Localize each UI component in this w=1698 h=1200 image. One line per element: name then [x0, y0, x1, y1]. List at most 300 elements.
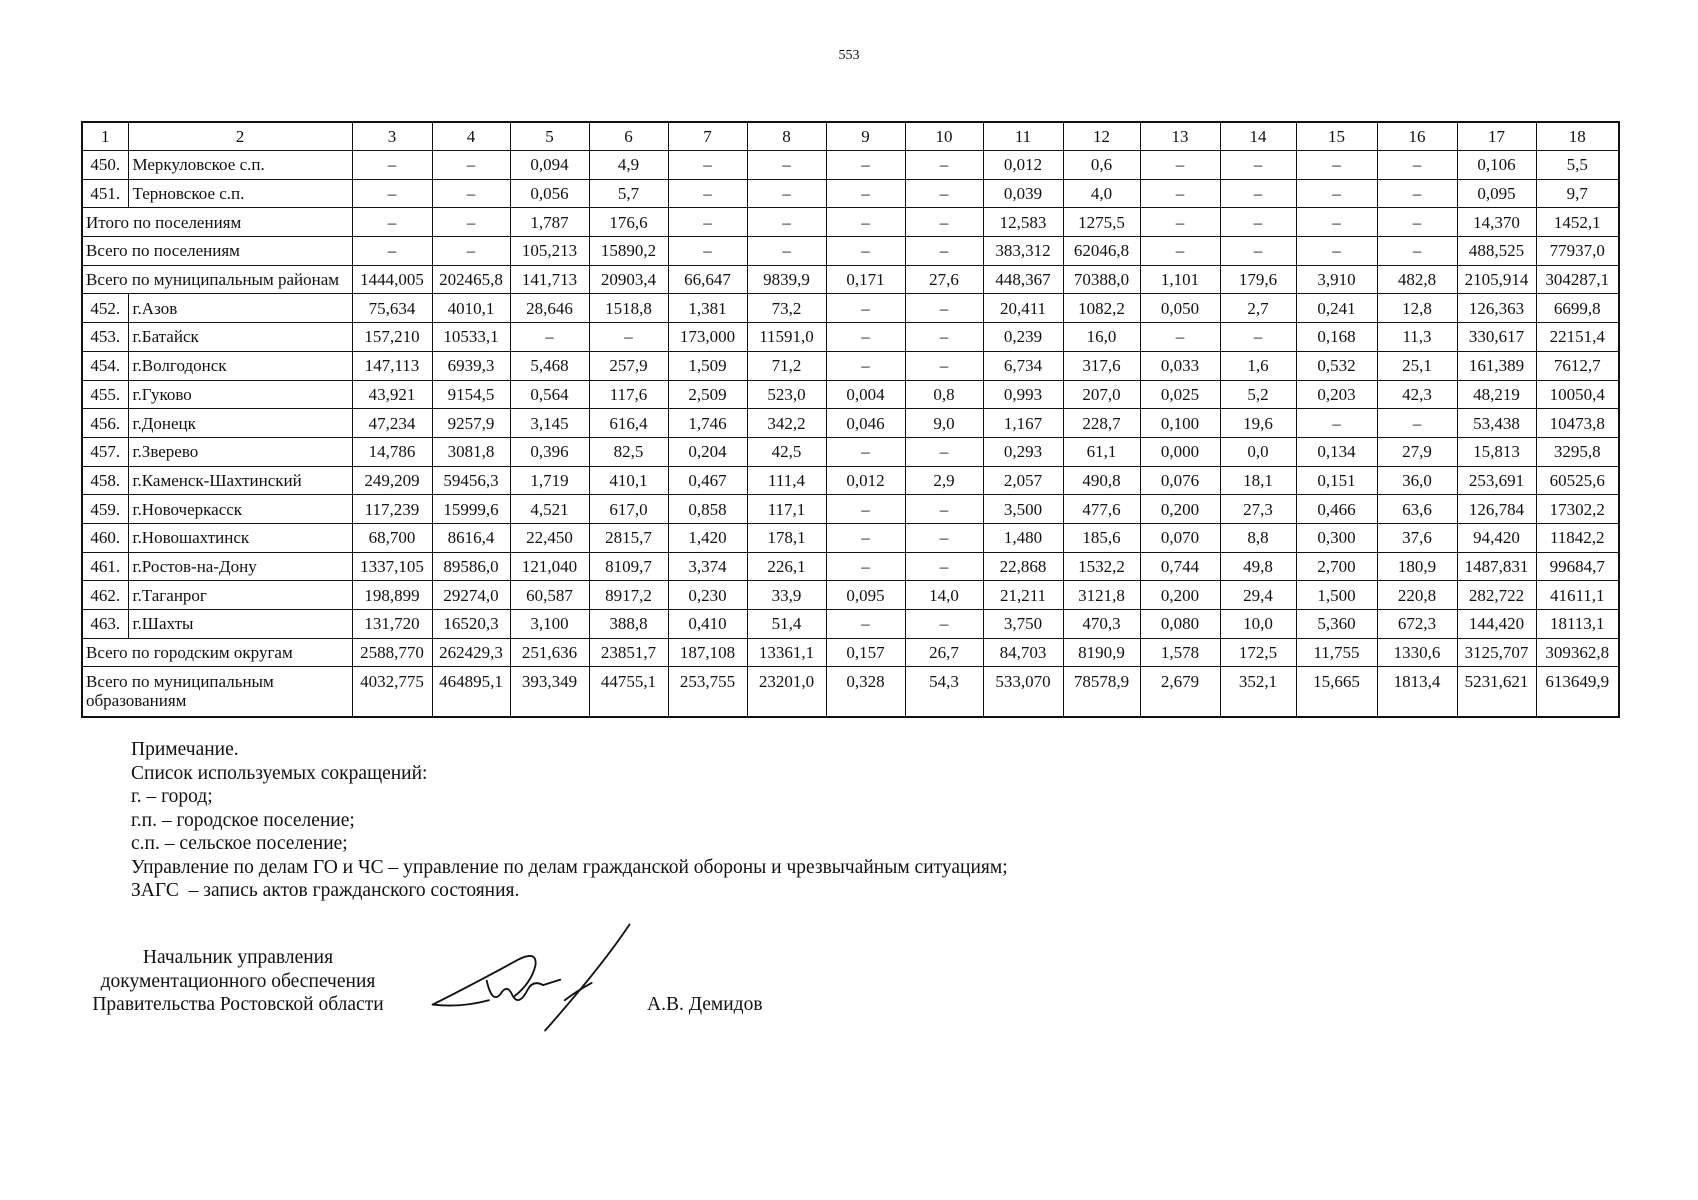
- table-cell: –: [905, 294, 983, 323]
- table-cell: 0,203: [1296, 380, 1377, 409]
- table-cell: 2,679: [1140, 667, 1220, 717]
- table-cell: 330,617: [1457, 323, 1536, 352]
- table-cell: 4,9: [589, 151, 668, 180]
- total-row-label: [82, 667, 352, 717]
- column-header: 13: [1140, 122, 1220, 151]
- table-cell: 59456,3: [432, 466, 510, 495]
- table-cell: 176,6: [589, 208, 668, 237]
- table-row: [82, 610, 1619, 639]
- table-cell: 0,293: [983, 437, 1063, 466]
- table-cell: 63,6: [1377, 495, 1457, 524]
- row-name: г.Шахты: [128, 610, 352, 639]
- table-cell: 0,012: [983, 151, 1063, 180]
- table-cell: –: [826, 437, 905, 466]
- table-cell: 1,381: [668, 294, 747, 323]
- table-cell: –: [905, 151, 983, 180]
- table-cell: 51,4: [747, 610, 826, 639]
- table-cell: 84,703: [983, 638, 1063, 667]
- table-cell: 0,564: [510, 380, 589, 409]
- table-cell: 0,6: [1063, 151, 1140, 180]
- table-cell: –: [905, 237, 983, 266]
- table-cell: 15,665: [1296, 667, 1377, 717]
- table-cell: 3,750: [983, 610, 1063, 639]
- table-row: [82, 667, 1619, 717]
- table-cell: 1330,6: [1377, 638, 1457, 667]
- table-cell: 388,8: [589, 610, 668, 639]
- table-cell: 0,744: [1140, 552, 1220, 581]
- signature-stroke: [487, 980, 561, 1000]
- table-cell: 3,374: [668, 552, 747, 581]
- table-cell: 20903,4: [589, 265, 668, 294]
- table-cell: 89586,0: [432, 552, 510, 581]
- table-cell: –: [1140, 323, 1220, 352]
- table-cell: 0,157: [826, 638, 905, 667]
- table-cell: 5231,621: [1457, 667, 1536, 717]
- table-cell: 15999,6: [432, 495, 510, 524]
- table-cell: 10533,1: [432, 323, 510, 352]
- table-cell: 1,101: [1140, 265, 1220, 294]
- table-cell: 1518,8: [589, 294, 668, 323]
- table-cell: 71,2: [747, 351, 826, 380]
- table-cell: 62046,8: [1063, 237, 1140, 266]
- abbreviation-line: Управление по делам ГО и ЧС – управление по делам гражданской обороны и чрезвычайным ситуациям;: [131, 856, 1008, 878]
- table-cell: 5,468: [510, 351, 589, 380]
- table-cell: 117,239: [352, 495, 432, 524]
- table-cell: 66,647: [668, 265, 747, 294]
- abbreviation-line: с.п. – сельское поселение;: [131, 833, 348, 854]
- table-cell: 0,858: [668, 495, 747, 524]
- table-cell: 180,9: [1377, 552, 1457, 581]
- column-header: 7: [668, 122, 747, 151]
- table-cell: 0,004: [826, 380, 905, 409]
- table-cell: 3295,8: [1536, 437, 1619, 466]
- table-cell: –: [668, 179, 747, 208]
- table-cell: 0,076: [1140, 466, 1220, 495]
- table-cell: 77937,0: [1536, 237, 1619, 266]
- signatory-name: А.В. Демидов: [647, 994, 763, 1015]
- table-cell: –: [905, 552, 983, 581]
- column-header: 8: [747, 122, 826, 151]
- table-cell: 0,171: [826, 265, 905, 294]
- table-cell: 9154,5: [432, 380, 510, 409]
- table-cell: –: [747, 208, 826, 237]
- table-cell: –: [1140, 208, 1220, 237]
- table-cell: 3,145: [510, 409, 589, 438]
- table-cell: 14,370: [1457, 208, 1536, 237]
- table-cell: 352,1: [1220, 667, 1296, 717]
- table-cell: 2,057: [983, 466, 1063, 495]
- row-number: 459.: [82, 495, 128, 524]
- row-number: 461.: [82, 552, 128, 581]
- table-cell: 0,396: [510, 437, 589, 466]
- table-cell: 393,349: [510, 667, 589, 717]
- table-cell: 1,746: [668, 409, 747, 438]
- table-row: [82, 581, 1619, 610]
- table-cell: 0,200: [1140, 495, 1220, 524]
- table-cell: 22,868: [983, 552, 1063, 581]
- table-cell: 482,8: [1377, 265, 1457, 294]
- table-cell: –: [905, 323, 983, 352]
- table-cell: 0,300: [1296, 523, 1377, 552]
- table-cell: 41611,1: [1536, 581, 1619, 610]
- table-cell: –: [747, 237, 826, 266]
- row-number: 454.: [82, 351, 128, 380]
- column-header: 9: [826, 122, 905, 151]
- table-cell: 94,420: [1457, 523, 1536, 552]
- table-cell: 304287,1: [1536, 265, 1619, 294]
- table-cell: 5,360: [1296, 610, 1377, 639]
- table-cell: –: [510, 323, 589, 352]
- table-cell: 0,056: [510, 179, 589, 208]
- signature-image: [428, 918, 645, 1037]
- column-header: 14: [1220, 122, 1296, 151]
- table-cell: –: [1377, 151, 1457, 180]
- table-cell: 141,713: [510, 265, 589, 294]
- table-cell: 0,080: [1140, 610, 1220, 639]
- table-cell: –: [826, 323, 905, 352]
- table-cell: 1275,5: [1063, 208, 1140, 237]
- table-cell: 198,899: [352, 581, 432, 610]
- abbreviation-line: г. – город;: [131, 786, 213, 807]
- signatory-position-line: Правительства Ростовской области: [92, 994, 384, 1015]
- table-cell: 0,466: [1296, 495, 1377, 524]
- table-row: [82, 179, 1619, 208]
- table-cell: 7612,7: [1536, 351, 1619, 380]
- table-cell: 111,4: [747, 466, 826, 495]
- table-cell: 0,328: [826, 667, 905, 717]
- table-cell: 1082,2: [1063, 294, 1140, 323]
- table-cell: –: [668, 208, 747, 237]
- table-cell: –: [432, 208, 510, 237]
- table-cell: 26,7: [905, 638, 983, 667]
- table-cell: –: [1140, 179, 1220, 208]
- table-cell: 2105,914: [1457, 265, 1536, 294]
- table-cell: 0,134: [1296, 437, 1377, 466]
- table-cell: –: [1377, 237, 1457, 266]
- table-cell: 1487,831: [1457, 552, 1536, 581]
- table-cell: 21,211: [983, 581, 1063, 610]
- row-name: г.Новошахтинск: [128, 523, 352, 552]
- table-cell: 0,467: [668, 466, 747, 495]
- table-cell: 27,6: [905, 265, 983, 294]
- table-cell: 1,420: [668, 523, 747, 552]
- table-cell: 18113,1: [1536, 610, 1619, 639]
- table-cell: 8917,2: [589, 581, 668, 610]
- row-number: 451.: [82, 179, 128, 208]
- table-cell: –: [1220, 179, 1296, 208]
- table-cell: 22151,4: [1536, 323, 1619, 352]
- total-row-label-text: Всего по поселениям: [86, 241, 240, 261]
- table-cell: 0,070: [1140, 523, 1220, 552]
- table-cell: 18,1: [1220, 466, 1296, 495]
- table-cell: 309362,8: [1536, 638, 1619, 667]
- table-cell: 0,094: [510, 151, 589, 180]
- row-name: г.Ростов-на-Дону: [128, 552, 352, 581]
- table-cell: 11,755: [1296, 638, 1377, 667]
- table-cell: –: [432, 151, 510, 180]
- table-cell: –: [1296, 151, 1377, 180]
- table-cell: 3,500: [983, 495, 1063, 524]
- table-cell: 29,4: [1220, 581, 1296, 610]
- column-header: 16: [1377, 122, 1457, 151]
- total-row-label-text: Всего по муниципальным районам: [86, 270, 340, 290]
- table-cell: –: [1220, 151, 1296, 180]
- table-cell: –: [905, 351, 983, 380]
- row-name: Меркуловское с.п.: [128, 151, 352, 180]
- column-header: 15: [1296, 122, 1377, 151]
- table-cell: 1,167: [983, 409, 1063, 438]
- table-cell: –: [747, 151, 826, 180]
- table-cell: –: [1377, 179, 1457, 208]
- notes-title: Примечание.: [131, 739, 239, 760]
- table-cell: 616,4: [589, 409, 668, 438]
- table-row: [82, 437, 1619, 466]
- table-cell: 43,921: [352, 380, 432, 409]
- table-cell: 2,7: [1220, 294, 1296, 323]
- abbreviation-line: Список используемых сокращений:: [131, 762, 428, 784]
- table-cell: 2,700: [1296, 552, 1377, 581]
- table-cell: 0,204: [668, 437, 747, 466]
- table-cell: 8,8: [1220, 523, 1296, 552]
- table-cell: 117,1: [747, 495, 826, 524]
- table-cell: –: [352, 179, 432, 208]
- table-cell: 220,8: [1377, 581, 1457, 610]
- table-cell: 126,363: [1457, 294, 1536, 323]
- table-header: [82, 122, 1619, 151]
- table-row: [82, 638, 1619, 667]
- signature-stroke: [565, 983, 592, 1000]
- table-cell: –: [905, 610, 983, 639]
- table-cell: –: [826, 495, 905, 524]
- table-cell: –: [1296, 179, 1377, 208]
- table-cell: 20,411: [983, 294, 1063, 323]
- table-cell: 9,0: [905, 409, 983, 438]
- table-cell: 12,8: [1377, 294, 1457, 323]
- table-cell: 10473,8: [1536, 409, 1619, 438]
- table-cell: –: [1377, 208, 1457, 237]
- table-cell: 488,525: [1457, 237, 1536, 266]
- table-cell: 0,993: [983, 380, 1063, 409]
- table-cell: –: [589, 323, 668, 352]
- signature-stroke: [545, 924, 629, 1030]
- row-number: 456.: [82, 409, 128, 438]
- table-cell: 0,025: [1140, 380, 1220, 409]
- table-row: [82, 380, 1619, 409]
- table-cell: 1444,005: [352, 265, 432, 294]
- table-cell: 0,039: [983, 179, 1063, 208]
- table-cell: 5,7: [589, 179, 668, 208]
- table-cell: 10,0: [1220, 610, 1296, 639]
- table-cell: 533,070: [983, 667, 1063, 717]
- table-cell: 70388,0: [1063, 265, 1140, 294]
- total-row-label: [82, 208, 352, 237]
- table-cell: 82,5: [589, 437, 668, 466]
- table-cell: 0,100: [1140, 409, 1220, 438]
- table-cell: 0,012: [826, 466, 905, 495]
- table-cell: 78578,9: [1063, 667, 1140, 717]
- table-cell: 282,722: [1457, 581, 1536, 610]
- table-cell: –: [826, 208, 905, 237]
- signatory-position-line: документационного обеспечения: [100, 970, 376, 992]
- row-name: г.Волгодонск: [128, 351, 352, 380]
- table-cell: 23201,0: [747, 667, 826, 717]
- table-cell: –: [826, 151, 905, 180]
- table-cell: 0,095: [1457, 179, 1536, 208]
- table-cell: 105,213: [510, 237, 589, 266]
- table-cell: –: [905, 208, 983, 237]
- table-cell: 672,3: [1377, 610, 1457, 639]
- row-name: г.Новочеркасск: [128, 495, 352, 524]
- table-cell: 383,312: [983, 237, 1063, 266]
- table-cell: 117,6: [589, 380, 668, 409]
- table-cell: 4010,1: [432, 294, 510, 323]
- table-cell: 0,8: [905, 380, 983, 409]
- table-cell: 157,210: [352, 323, 432, 352]
- table-cell: –: [905, 179, 983, 208]
- table-cell: 0,033: [1140, 351, 1220, 380]
- table-cell: 172,5: [1220, 638, 1296, 667]
- total-row-label: [82, 638, 352, 667]
- table-row: [82, 351, 1619, 380]
- table-row: [82, 151, 1619, 180]
- table-row: [82, 294, 1619, 323]
- table-cell: 144,420: [1457, 610, 1536, 639]
- table-cell: 0,532: [1296, 351, 1377, 380]
- table-cell: 185,6: [1063, 523, 1140, 552]
- table-cell: 27,3: [1220, 495, 1296, 524]
- table-cell: –: [747, 179, 826, 208]
- row-number: 462.: [82, 581, 128, 610]
- table-row: [82, 466, 1619, 495]
- row-number: 452.: [82, 294, 128, 323]
- table-cell: 5,5: [1536, 151, 1619, 180]
- table-body: [82, 151, 1619, 717]
- table-cell: 0,168: [1296, 323, 1377, 352]
- row-name: г.Каменск-Шахтинский: [128, 466, 352, 495]
- table-cell: 42,3: [1377, 380, 1457, 409]
- table-row: [82, 552, 1619, 581]
- table-cell: 1,787: [510, 208, 589, 237]
- table-cell: –: [826, 179, 905, 208]
- table-row: [82, 208, 1619, 237]
- table-cell: 11591,0: [747, 323, 826, 352]
- table-cell: 10050,4: [1536, 380, 1619, 409]
- row-name: г.Гуково: [128, 380, 352, 409]
- table-cell: 3,910: [1296, 265, 1377, 294]
- row-name: г.Батайск: [128, 323, 352, 352]
- column-header: 3: [352, 122, 432, 151]
- table-cell: 3,100: [510, 610, 589, 639]
- table-cell: 47,234: [352, 409, 432, 438]
- table-cell: –: [826, 237, 905, 266]
- table-cell: 342,2: [747, 409, 826, 438]
- table-cell: 60,587: [510, 581, 589, 610]
- row-number: 460.: [82, 523, 128, 552]
- table-cell: 523,0: [747, 380, 826, 409]
- column-header: 17: [1457, 122, 1536, 151]
- table-cell: 178,1: [747, 523, 826, 552]
- table-cell: 73,2: [747, 294, 826, 323]
- table-cell: 4,521: [510, 495, 589, 524]
- table-cell: 257,9: [589, 351, 668, 380]
- row-number: 450.: [82, 151, 128, 180]
- table-cell: 8109,7: [589, 552, 668, 581]
- signature-stroke: [433, 956, 536, 1005]
- table-cell: 226,1: [747, 552, 826, 581]
- table-cell: 0,230: [668, 581, 747, 610]
- table-cell: 2815,7: [589, 523, 668, 552]
- table-cell: –: [1220, 323, 1296, 352]
- table-cell: 33,9: [747, 581, 826, 610]
- page-number: 553: [838, 48, 860, 63]
- row-number: 458.: [82, 466, 128, 495]
- table-cell: 75,634: [352, 294, 432, 323]
- data-table: [81, 121, 1620, 718]
- table-cell: 11842,2: [1536, 523, 1619, 552]
- table-cell: –: [352, 237, 432, 266]
- column-header: 10: [905, 122, 983, 151]
- table-row: [82, 495, 1619, 524]
- table-cell: 161,389: [1457, 351, 1536, 380]
- table-cell: 0,241: [1296, 294, 1377, 323]
- table-cell: 15,813: [1457, 437, 1536, 466]
- table-cell: 8616,4: [432, 523, 510, 552]
- table-cell: 9839,9: [747, 265, 826, 294]
- table-cell: 317,6: [1063, 351, 1140, 380]
- table-cell: 470,3: [1063, 610, 1140, 639]
- table-cell: 9257,9: [432, 409, 510, 438]
- table-row: [82, 323, 1619, 352]
- column-header: 18: [1536, 122, 1619, 151]
- table-row: [82, 265, 1619, 294]
- row-number: 457.: [82, 437, 128, 466]
- table-cell: 14,786: [352, 437, 432, 466]
- table-cell: 28,646: [510, 294, 589, 323]
- table-cell: 42,5: [747, 437, 826, 466]
- table-cell: 1,719: [510, 466, 589, 495]
- table-cell: 1,500: [1296, 581, 1377, 610]
- table-cell: –: [1140, 237, 1220, 266]
- table-cell: 16,0: [1063, 323, 1140, 352]
- table-cell: 228,7: [1063, 409, 1140, 438]
- table-cell: 131,720: [352, 610, 432, 639]
- table-cell: 17302,2: [1536, 495, 1619, 524]
- table-cell: 1337,105: [352, 552, 432, 581]
- table-cell: 0,200: [1140, 581, 1220, 610]
- table-cell: 37,6: [1377, 523, 1457, 552]
- table-cell: 448,367: [983, 265, 1063, 294]
- table-cell: 0,050: [1140, 294, 1220, 323]
- table-cell: 61,1: [1063, 437, 1140, 466]
- table-cell: 126,784: [1457, 495, 1536, 524]
- table-cell: –: [905, 523, 983, 552]
- table-cell: –: [1377, 409, 1457, 438]
- table-cell: –: [1296, 237, 1377, 266]
- table-cell: 617,0: [589, 495, 668, 524]
- table-cell: –: [1296, 208, 1377, 237]
- table-cell: 11,3: [1377, 323, 1457, 352]
- table-cell: 0,106: [1457, 151, 1536, 180]
- table-cell: 147,113: [352, 351, 432, 380]
- table-row: [82, 409, 1619, 438]
- table-cell: 13361,1: [747, 638, 826, 667]
- table-cell: 1,6: [1220, 351, 1296, 380]
- table-cell: 6939,3: [432, 351, 510, 380]
- row-name: Терновское с.п.: [128, 179, 352, 208]
- table-cell: 249,209: [352, 466, 432, 495]
- table-cell: 5,2: [1220, 380, 1296, 409]
- total-row-label-text: Всего по муниципальным образованиям: [86, 672, 274, 711]
